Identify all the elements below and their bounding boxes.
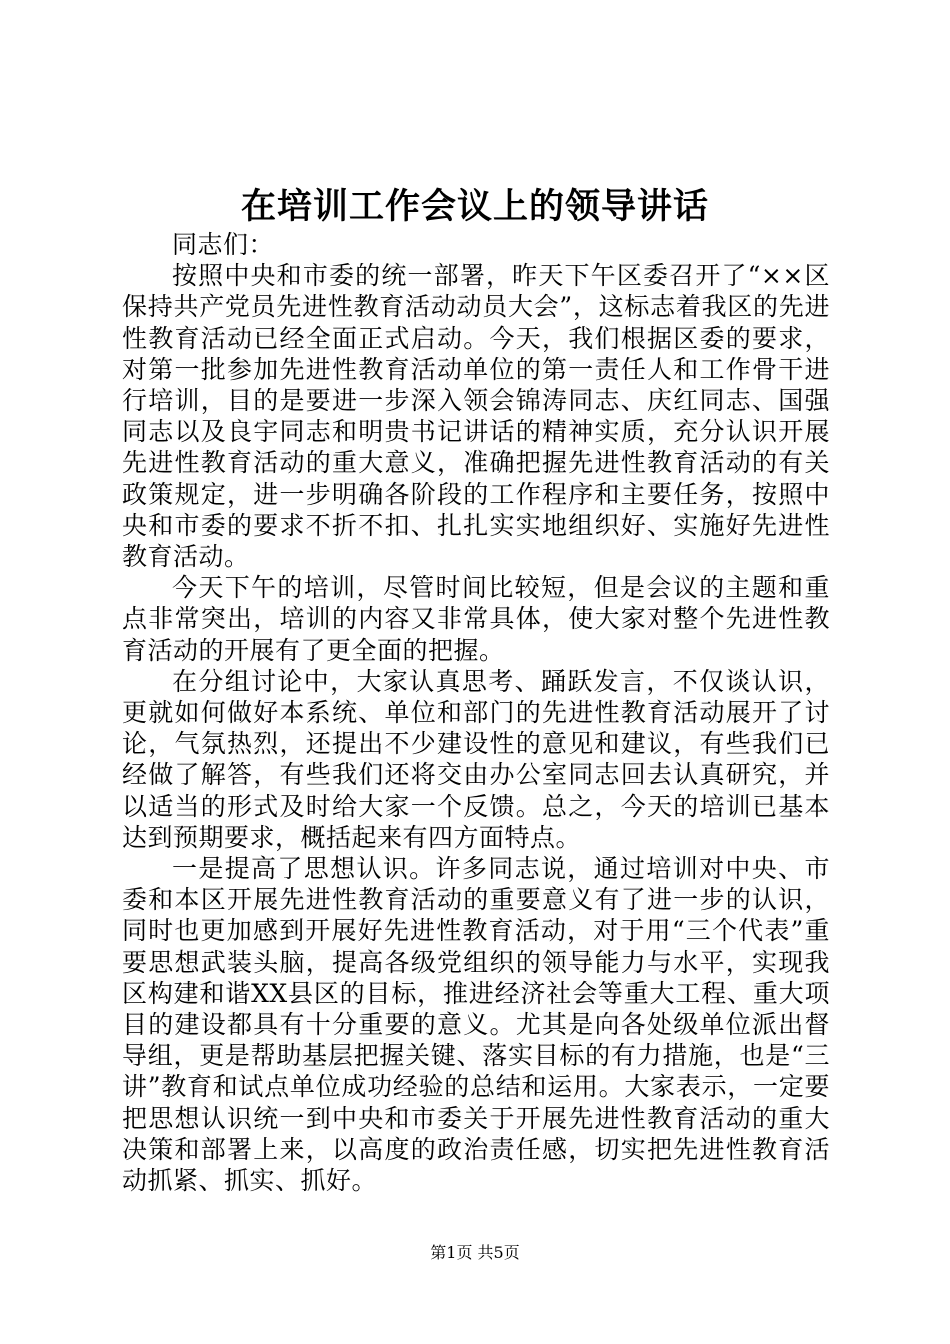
salutation-paragraph: 同志们： [172,230,275,259]
page-number-footer: 第1页 共5页 [430,1243,520,1262]
document-title: 在培训工作会议上的领导讲话 [240,186,709,227]
body-paragraph: 按照中央和市委的统一部署，昨天下午区委召开了“××区保持共产党员先进性教育活动动员大会”，这标志着我区的先进性教育活动已经全面正式启动。今天，我们根据区委的要求，对第一批参加先进性教育活动单位的第一责任人和工作骨干进行培训，目的是要进一步深入领会锦涛同志、庆红同志、国强同志以及良宇同志和明贵书记讲话的精神实质，充分认识开展先进性教育活动的重大意义，准确把握先进性教育活动的有关政策规定，进一步明确各阶段的工作程序和主要任务，按照中央和市委的要求不折不扣、扎扎实实地组织好、实施好先进性教育活动。 [122,261,830,572]
body-paragraph: 一是提高了思想认识。许多同志说，通过培训对中央、市委和本区开展先进性教育活动的重要意义有了进一步的认识，同时也更加感到开展好先进性教育活动，对于用“三个代表”重要思想武装头脑，提高各级党组织的领导能力与水平，实现我区构建和谐XX县区的目标，推进经济社会等重大工程、重大项目的建设都具有十分重要的意义。尤其是向各处级单位派出督导组，更是帮助基层把握关键、落实目标的有力措施，也是“三讲”教育和试点单位成功经验的总结和运用。大家表示，一定要把思想认识统一到中央和市委关于开展先进性教育活动的重大决策和部署上来，以高度的政治责任感，切实把先进性教育活动抓紧、抓实、抓好。 [122,854,830,1196]
document-body [122,229,830,1196]
body-paragraph: 在分组讨论中，大家认真思考、踊跃发言，不仅谈认识，更就如何做好本系统、单位和部门的先进性教育活动展开了讨论，气氛热烈，还提出不少建设性的意见和建议，有些我们已经做了解答，有些我们还将交由办公室同志回去认真研究，并以适当的形式及时给大家一个反馈。总之，今天的培训已基本达到预期要求，概括起来有四方面特点。 [122,666,830,852]
body-paragraph: 今天下午的培训，尽管时间比较短，但是会议的主题和重点非常突出，培训的内容又非常具体，使大家对整个先进性教育活动的开展有了更全面的把握。 [122,573,830,665]
